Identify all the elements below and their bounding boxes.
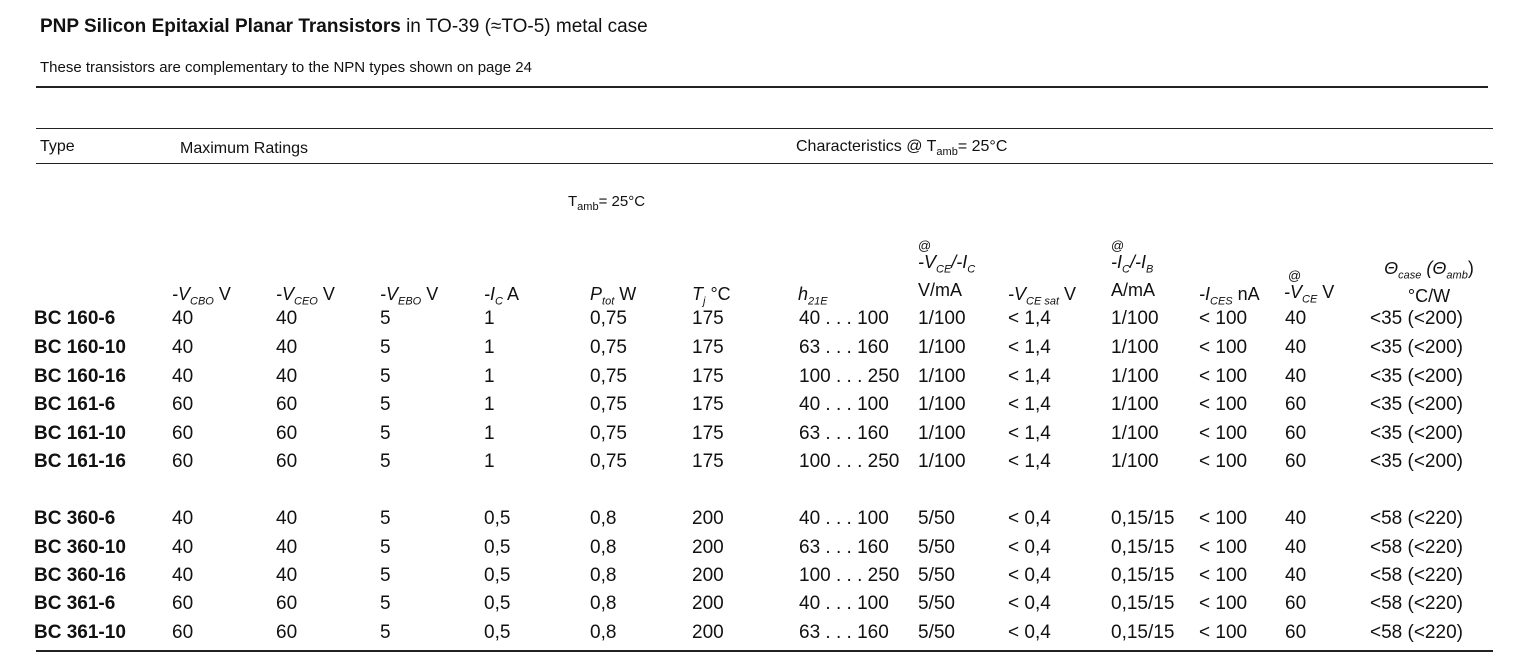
cell-tj: 200	[692, 622, 724, 643]
cell-theta: <35 (<200)	[1370, 394, 1463, 415]
cell-vce: 40	[1285, 508, 1307, 529]
cell-ptot: 0,75	[590, 308, 627, 329]
cell-vcesat: < 1,4	[1008, 423, 1051, 444]
page-subtitle: These transistors are complementary to the NPN types shown on page 24	[40, 59, 532, 76]
cell-type: BC 361-10	[34, 622, 126, 643]
cell-type: BC 360-10	[34, 537, 126, 558]
cell-vcbo: 60	[172, 423, 194, 444]
cell-ic: 0,5	[484, 537, 511, 558]
cell-ic: 0,5	[484, 593, 511, 614]
cell-ptot: 0,8	[590, 565, 617, 586]
header-vcesat: $-V_{CE sat}$ V	[1008, 284, 1077, 308]
cell-vceo: 40	[276, 366, 298, 387]
cell-vceo: 60	[276, 622, 298, 643]
cell-ic-ib: 1/100	[1111, 337, 1159, 358]
cell-type: BC 161-10	[34, 423, 126, 444]
cell-ic: 0,5	[484, 508, 511, 529]
cell-vce: 40	[1285, 537, 1307, 558]
group-type: Type	[40, 138, 75, 155]
cell-ic-ib: 0,15/15	[1111, 593, 1175, 614]
cell-vce-ic: 1/100	[918, 308, 966, 329]
cell-vce-ic: 5/50	[918, 565, 955, 586]
cell-vce: 40	[1285, 337, 1307, 358]
cell-vce-ic: 1/100	[918, 366, 966, 387]
cell-type: BC 160-16	[34, 366, 126, 387]
cell-ices: < 100	[1199, 366, 1248, 387]
cell-ic: 1	[484, 337, 495, 358]
rule-group-bottom	[36, 163, 1493, 164]
cell-vebo: 5	[380, 622, 391, 643]
cell-vce-ic: 1/100	[918, 451, 966, 472]
header-vceo: $-V_{CEO}$ V	[276, 284, 335, 308]
rule-group-top	[36, 128, 1493, 129]
cell-theta: <35 (<200)	[1370, 366, 1463, 387]
cell-vebo: 5	[380, 451, 391, 472]
cell-ic: 1	[484, 451, 495, 472]
cell-theta: <35 (<200)	[1370, 451, 1463, 472]
cell-theta: <58 (<220)	[1370, 537, 1463, 558]
cell-vce: 40	[1285, 366, 1307, 387]
cell-ptot: 0,75	[590, 423, 627, 444]
cell-vebo: 5	[380, 593, 391, 614]
rule-top	[36, 86, 1488, 88]
cell-tj: 200	[692, 565, 724, 586]
cell-vcesat: < 1,4	[1008, 366, 1051, 387]
cell-vebo: 5	[380, 508, 391, 529]
cell-ic-ib: 1/100	[1111, 451, 1159, 472]
tamb-note: $T_{amb}= 25^\circ C$	[568, 193, 646, 213]
cell-ices: < 100	[1199, 451, 1248, 472]
cell-type: BC 161-6	[34, 394, 116, 415]
cell-vce-ic: 1/100	[918, 423, 966, 444]
cell-tj: 175	[692, 308, 724, 329]
cell-vce: 60	[1285, 451, 1307, 472]
cell-h21e: 63 . . . 160	[799, 337, 889, 358]
cell-vce: 40	[1285, 308, 1307, 329]
cell-tj: 175	[692, 394, 724, 415]
cell-vceo: 60	[276, 423, 298, 444]
cell-vcesat: < 0,4	[1008, 508, 1051, 529]
header-ptot: $P_{tot}$ W	[590, 284, 637, 308]
cell-ic: 1	[484, 366, 495, 387]
cell-vceo: 60	[276, 394, 298, 415]
cell-ices: < 100	[1199, 593, 1248, 614]
cell-vcbo: 40	[172, 337, 194, 358]
cell-ic: 1	[484, 423, 495, 444]
cell-h21e: 40 . . . 100	[799, 508, 889, 529]
header-vce-ic: @ $-V_{CE}/-I_C$ V/mA	[918, 238, 976, 300]
cell-theta: <58 (<220)	[1370, 593, 1463, 614]
cell-vcesat: < 0,4	[1008, 622, 1051, 643]
header-ic-ib: @ $-I_C/-I_B$ A/mA	[1111, 238, 1156, 300]
cell-ices: < 100	[1199, 394, 1248, 415]
rule-bottom	[36, 650, 1493, 652]
cell-h21e: 40 . . . 100	[799, 308, 889, 329]
cell-tj: 200	[692, 593, 724, 614]
cell-vcbo: 40	[172, 366, 194, 387]
cell-vcbo: 40	[172, 308, 194, 329]
cell-vebo: 5	[380, 537, 391, 558]
cell-tj: 175	[692, 423, 724, 444]
cell-vce: 60	[1285, 423, 1307, 444]
cell-tj: 175	[692, 337, 724, 358]
cell-vceo: 40	[276, 508, 298, 529]
cell-h21e: 63 . . . 160	[799, 423, 889, 444]
cell-vebo: 5	[380, 308, 391, 329]
cell-h21e: 63 . . . 160	[799, 537, 889, 558]
cell-ptot: 0,75	[590, 337, 627, 358]
cell-theta: <58 (<220)	[1370, 565, 1463, 586]
cell-ic: 0,5	[484, 565, 511, 586]
cell-vcbo: 40	[172, 537, 194, 558]
title-rest: in TO-39 (≈TO-5) metal case	[400, 16, 648, 37]
cell-vebo: 5	[380, 423, 391, 444]
cell-type: BC 160-6	[34, 308, 116, 329]
cell-ic-ib: 0,15/15	[1111, 508, 1175, 529]
cell-vceo: 40	[276, 337, 298, 358]
cell-ic-ib: 1/100	[1111, 394, 1159, 415]
cell-tj: 175	[692, 366, 724, 387]
cell-tj: 175	[692, 451, 724, 472]
group-max-ratings: Maximum Ratings	[180, 140, 309, 157]
cell-vcbo: 40	[172, 565, 194, 586]
cell-vcbo: 60	[172, 622, 194, 643]
cell-ices: < 100	[1199, 508, 1248, 529]
cell-vebo: 5	[380, 366, 391, 387]
cell-theta: <35 (<200)	[1370, 423, 1463, 444]
cell-ic-ib: 1/100	[1111, 423, 1159, 444]
cell-vce-ic: 5/50	[918, 593, 955, 614]
page-title	[40, 16, 648, 38]
cell-vcbo: 40	[172, 508, 194, 529]
header-theta: $\Theta_{case}$ $(\Theta_{amb})$ °C/W	[1384, 258, 1474, 306]
cell-vcesat: < 1,4	[1008, 394, 1051, 415]
cell-ic: 1	[484, 394, 495, 415]
cell-ices: < 100	[1199, 423, 1248, 444]
cell-ptot: 0,75	[590, 451, 627, 472]
cell-vcesat: < 0,4	[1008, 593, 1051, 614]
cell-type: BC 360-6	[34, 508, 116, 529]
cell-ices: < 100	[1199, 537, 1248, 558]
cell-vce-ic: 5/50	[918, 622, 955, 643]
cell-type: BC 361-6	[34, 593, 116, 614]
cell-vce: 40	[1285, 565, 1307, 586]
cell-ic-ib: 0,15/15	[1111, 565, 1175, 586]
cell-vcbo: 60	[172, 394, 194, 415]
cell-ices: < 100	[1199, 308, 1248, 329]
cell-tj: 200	[692, 537, 724, 558]
cell-vcesat: < 1,4	[1008, 337, 1051, 358]
cell-ic: 0,5	[484, 622, 511, 643]
cell-ic-ib: 0,15/15	[1111, 537, 1175, 558]
cell-ices: < 100	[1199, 622, 1248, 643]
cell-vce: 60	[1285, 593, 1307, 614]
header-vcbo: $-V_{CBO}$ V	[172, 284, 231, 308]
header-h21e: $h_{21E}$	[798, 284, 828, 308]
header-vebo: $-V_{EBO}$ V	[380, 284, 439, 308]
cell-vceo: 40	[276, 565, 298, 586]
cell-ptot: 0,8	[590, 508, 617, 529]
header-ic: $-I_C$ A	[484, 284, 519, 308]
cell-ptot: 0,75	[590, 394, 627, 415]
cell-theta: <58 (<220)	[1370, 622, 1463, 643]
cell-vcbo: 60	[172, 593, 194, 614]
cell-ic-ib: 0,15/15	[1111, 622, 1175, 643]
cell-h21e: 100 . . . 250	[799, 565, 900, 586]
cell-ic: 1	[484, 308, 495, 329]
cell-ptot: 0,75	[590, 366, 627, 387]
cell-h21e: 40 . . . 100	[799, 394, 889, 415]
header-vce: @ $-V_{CE}$ V	[1284, 268, 1335, 306]
cell-vce-ic: 1/100	[918, 337, 966, 358]
cell-vceo: 40	[276, 537, 298, 558]
cell-type: BC 160-10	[34, 337, 126, 358]
cell-vcbo: 60	[172, 451, 194, 472]
cell-ptot: 0,8	[590, 622, 617, 643]
cell-ic-ib: 1/100	[1111, 366, 1159, 387]
cell-h21e: 63 . . . 160	[799, 622, 889, 643]
cell-ices: < 100	[1199, 565, 1248, 586]
cell-vebo: 5	[380, 565, 391, 586]
cell-vcesat: < 1,4	[1008, 308, 1051, 329]
cell-vcesat: < 1,4	[1008, 451, 1051, 472]
title-bold: PNP Silicon Epitaxial Planar Transistors	[40, 16, 401, 37]
cell-h21e: 100 . . . 250	[799, 366, 900, 387]
cell-vce-ic: 5/50	[918, 537, 955, 558]
cell-h21e: 40 . . . 100	[799, 593, 889, 614]
cell-ic-ib: 1/100	[1111, 308, 1159, 329]
cell-h21e: 100 . . . 250	[799, 451, 900, 472]
cell-vceo: 40	[276, 308, 298, 329]
cell-vce-ic: 5/50	[918, 508, 955, 529]
group-characteristics: Characteristics @ $T_{amb}= 25^\circ C$	[796, 138, 1008, 159]
cell-vcesat: < 0,4	[1008, 537, 1051, 558]
cell-theta: <35 (<200)	[1370, 308, 1463, 329]
cell-vebo: 5	[380, 337, 391, 358]
cell-theta: <35 (<200)	[1370, 337, 1463, 358]
cell-ices: < 100	[1199, 337, 1248, 358]
cell-vce: 60	[1285, 394, 1307, 415]
cell-vebo: 5	[380, 394, 391, 415]
cell-vceo: 60	[276, 451, 298, 472]
cell-theta: <58 (<220)	[1370, 508, 1463, 529]
header-ices: $-I_{CES}$ nA	[1199, 284, 1260, 308]
cell-ptot: 0,8	[590, 593, 617, 614]
cell-ptot: 0,8	[590, 537, 617, 558]
cell-vcesat: < 0,4	[1008, 565, 1051, 586]
cell-vce: 60	[1285, 622, 1307, 643]
cell-tj: 200	[692, 508, 724, 529]
cell-vce-ic: 1/100	[918, 394, 966, 415]
cell-type: BC 161-16	[34, 451, 126, 472]
cell-type: BC 360-16	[34, 565, 126, 586]
header-tj: $T_j$ °C	[692, 284, 731, 308]
cell-vceo: 60	[276, 593, 298, 614]
